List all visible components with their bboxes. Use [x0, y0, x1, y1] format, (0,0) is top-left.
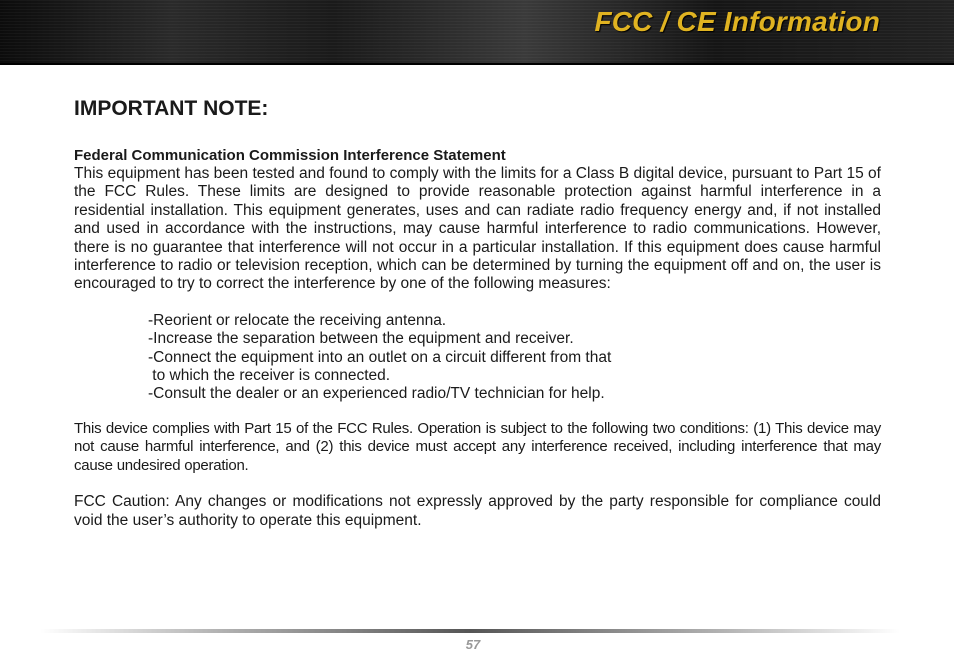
list-item: -Reorient or relocate the receiving antenna.	[148, 311, 447, 329]
list-item: -Increase the separation between the equipment and receiver.	[148, 330, 574, 348]
page-number: 57	[465, 637, 481, 652]
paragraph-spacer	[74, 475, 881, 493]
page-title: FCC / CE Information	[594, 6, 880, 37]
list-item: to which the receiver is connected.	[148, 367, 391, 385]
compliance-paragraph	[74, 420, 881, 475]
footer-divider	[40, 629, 900, 633]
list-item: -Connect the equipment into an outlet on a circuit different from that	[148, 348, 612, 366]
important-note-heading: IMPORTANT NOTE:	[74, 97, 269, 120]
statement-heading: Federal Communication Commission Interference Statement	[74, 147, 506, 164]
document-content	[74, 95, 881, 530]
caution-paragraph: FCC Caution: Any changes or modifications not expressly approved by the party responsible for compliance could void the user’s authority to operate this equipment.	[74, 493, 881, 529]
measures-list	[148, 312, 881, 404]
compliance-text: This device complies with Part 15 of the FCC Rules. Operation is subject to the following two conditions: (1) This device may not cause harmful interference, and (2) this device must accept any interference received, including interference that may cause undesired operation.	[74, 419, 881, 474]
list-item: -Consult the dealer or an experienced radio/TV technician for help.	[148, 385, 605, 403]
header-banner	[0, 0, 954, 65]
statement-paragraph: This equipment has been tested and found to comply with the limits for a Class B digital device, pursuant to Part 15 of the FCC Rules. These limits are designed to provide reasonable protection against harmful interference in a residential installation. This equipment generates, uses and can radiate radio frequency energy and, if not installed and used in accordance with the instructions, may cause harmful interference to radio communications. However, there is no guarantee that interference will not occur in a particular installation. If this equipment does cause harmful interference to radio or television reception, which can be determined by turning the equipment off and on, the user is encouraged to try to correct the interference by one of the following measures:	[74, 165, 881, 293]
